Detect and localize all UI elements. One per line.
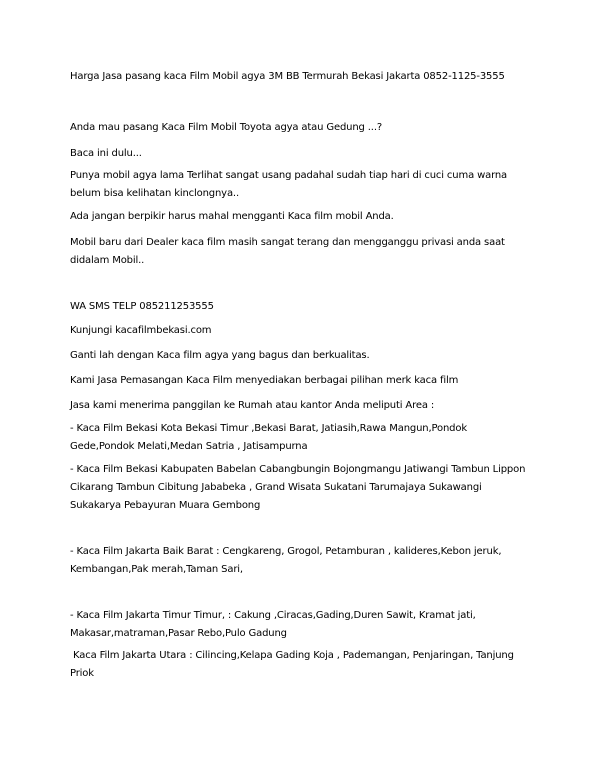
area-bekasi-kota bbox=[70, 420, 540, 456]
new-car-line-2: didalam Mobil.. bbox=[70, 255, 145, 266]
area-jakarta-timur-line-2: Makasar,matraman,Pasar Rebo,Pulo Gadung bbox=[70, 628, 287, 639]
new-car-paragraph bbox=[70, 234, 540, 270]
area-jakarta-timur-line-1: - Kaca Film Jakarta Timur Timur, : Cakung ,Ciracas,Gading,Duren Sawit, Kramat jati, bbox=[70, 610, 476, 621]
intro-question: Anda mau pasang Kaca Film Mobil Toyota agya atau Gedung ...? bbox=[70, 122, 383, 133]
old-car-line-2: belum bisa kelihatan kinclongnya.. bbox=[70, 188, 239, 199]
area-bekasi-kabupaten bbox=[70, 461, 540, 515]
service-area-intro: Jasa kami menerima panggilan ke Rumah atau kantor Anda meliputi Area : bbox=[70, 400, 435, 411]
area-jakarta-utara-line-2: Priok bbox=[70, 668, 94, 679]
offer-text: Kami Jasa Pemasangan Kaca Film menyediakan berbagai pilihan merk kaca film bbox=[70, 375, 459, 386]
document-title: Harga Jasa pasang kaca Film Mobil agya 3M BB Termurah Bekasi Jakarta 0852-1125-3555 bbox=[70, 71, 505, 82]
area-jakarta-barat bbox=[70, 543, 540, 579]
new-car-line-1: Mobil baru dari Dealer kaca film masih sangat terang dan mengganggu privasi anda saat bbox=[70, 237, 505, 248]
area-bekasi-kota-line-2: Gede,Pondok Melati,Medan Satria , Jatisampurna bbox=[70, 441, 308, 452]
area-jakarta-timur bbox=[70, 607, 540, 643]
area-jakarta-utara bbox=[70, 647, 540, 683]
area-jakarta-utara-line-1: Kaca Film Jakarta Utara : Cilincing,Kelapa Gading Koja , Pademangan, Penjaringan, Tanjung bbox=[70, 650, 514, 661]
area-bekasi-kabupaten-line-1: - Kaca Film Bekasi Kabupaten Babelan Cabangbungin Bojongmangu Jatiwangi Tambun Lippon bbox=[70, 464, 526, 475]
area-bekasi-kabupaten-line-2: Cikarang Tambun Cibitung Jababeka , Grand Wisata Sukatani Tarumajaya Sukawangi bbox=[70, 482, 482, 493]
old-car-paragraph bbox=[70, 167, 540, 203]
dont-think-text: Ada jangan berpikir harus mahal mengganti Kaca film mobil Anda. bbox=[70, 211, 394, 222]
replace-film-text: Ganti lah dengan Kaca film agya yang bagus dan berkualitas. bbox=[70, 350, 370, 361]
area-jakarta-barat-line-2: Kembangan,Pak merah,Taman Sari, bbox=[70, 564, 243, 575]
area-bekasi-kota-line-1: - Kaca Film Bekasi Kota Bekasi Timur ,Bekasi Barat, Jatiasih,Rawa Mangun,Pondok bbox=[70, 423, 467, 434]
visit-website: Kunjungi kacafilmbekasi.com bbox=[70, 325, 212, 336]
contact-number: WA SMS TELP 085211253555 bbox=[70, 301, 214, 312]
old-car-line-1: Punya mobil agya lama Terlihat sangat usang padahal sudah tiap hari di cuci cuma warna bbox=[70, 170, 508, 181]
area-bekasi-kabupaten-line-3: Sukakarya Pebayuran Muara Gembong bbox=[70, 500, 261, 511]
read-first-text: Baca ini dulu... bbox=[70, 148, 142, 159]
area-jakarta-barat-line-1: - Kaca Film Jakarta Baik Barat : Cengkareng, Grogol, Petamburan , kalideres,Kebon jeruk, bbox=[70, 546, 502, 557]
